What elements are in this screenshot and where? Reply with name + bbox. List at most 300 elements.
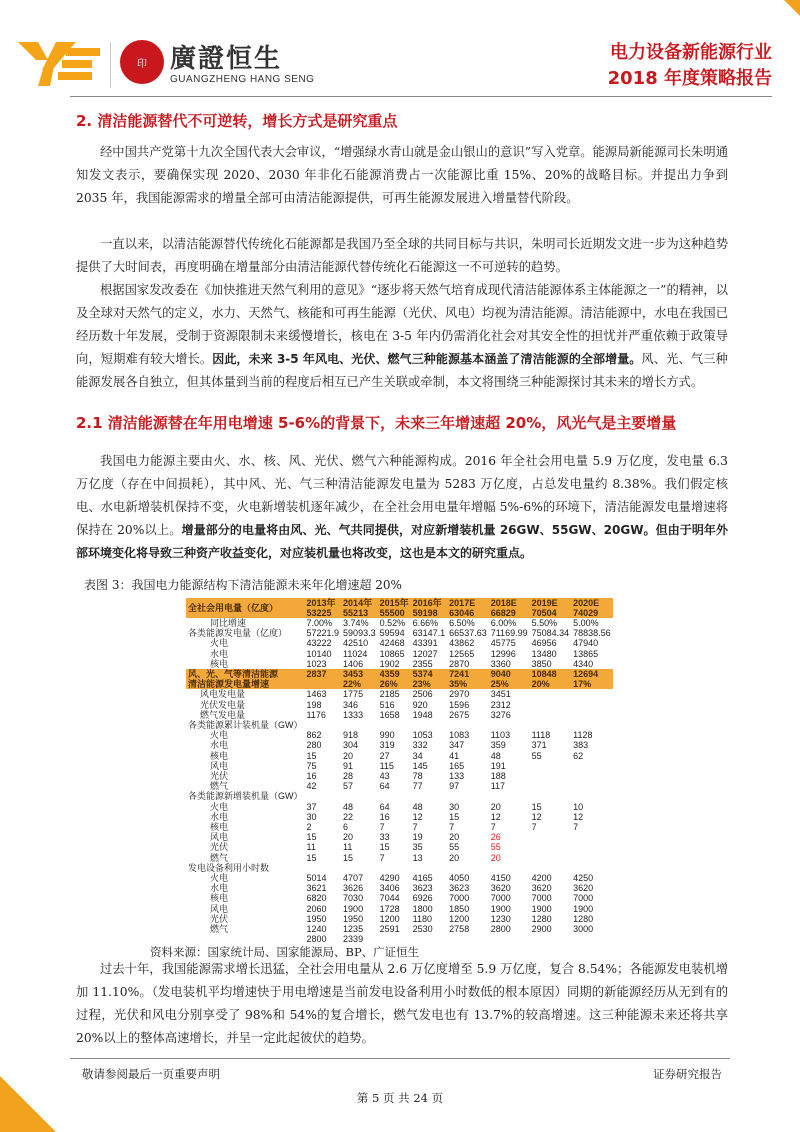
table-cell: 48 (343, 801, 354, 812)
table-cell: 26 (490, 832, 501, 843)
table-cell: 6 (343, 822, 349, 833)
table-cell (530, 832, 572, 842)
table-cell: 4150 (490, 873, 511, 884)
table-cell (571, 761, 613, 771)
row-label: 风电 (210, 903, 229, 914)
table-row (186, 914, 613, 924)
table-cell: 7 (490, 822, 496, 833)
p3-bold: 因此，未来 3-5 年风电、光伏、燃气三种能源基本涵盖了清洁能源的全部增量。 (212, 352, 642, 366)
table-cell: 97 (449, 781, 460, 792)
brand-name-en: GUANGZHENG HANG SENG (170, 74, 315, 85)
table-cell: 20 (490, 801, 501, 812)
row-label: 核电 (210, 893, 229, 904)
table-cell: 862 (306, 730, 322, 741)
table-cell: 2837 (305, 669, 342, 679)
table-row (186, 598, 613, 618)
table-cell: 43391 (412, 638, 438, 649)
table-cell: 7000 (531, 893, 552, 904)
table-row (186, 740, 613, 750)
table-cell: 41 (449, 750, 460, 761)
section-2-1-paragraph-2: 过去十年，我国能源需求增长迅猛，全社会用电量从 2.6 万亿度增至 5.9 万亿度，复合 8.54%；各能源发电装机增加 11.10%。（发电装机平均增速快于用电增速是当前发电设备利用小时数低的根本原因）同期的新能源经历从无到有的过程，光伏和风电分别享受了 98%和 54%的复合增长，燃气发电也有 13.7%的较高增速。这三种能源未来还将共享 20%以上的整体高速增长，并呈一定此起彼伏的趋势。 (76, 962, 728, 1045)
table-cell (571, 700, 613, 710)
table-cell: 55 (531, 750, 542, 761)
section-2-1-heading: 2.1 清洁能源替在年用电增速 5-6%的背景下，未来三年增速超 20%，风光气是主要增量 (76, 414, 677, 432)
table-cell: 71169.99 (490, 628, 528, 639)
table-row (186, 791, 613, 801)
table-cell: 1800 (412, 903, 433, 914)
table-cell (378, 863, 411, 873)
table-cell: 359 (490, 740, 506, 751)
row-label: 燃气 (210, 781, 229, 792)
table-cell: 43 (379, 771, 390, 782)
row-label: 风、光、气等清洁能源 (186, 669, 305, 679)
table-cell: 1240 (306, 924, 327, 935)
table-cell: 22% (341, 679, 378, 689)
table-cell: 3623 (449, 883, 470, 894)
table-cell: 2312 (490, 699, 511, 710)
table-cell (305, 863, 342, 873)
table-cell: 3276 (490, 709, 511, 720)
row-label: 光伏 (210, 913, 229, 924)
table-cell: 62 (573, 750, 584, 761)
table-cell: 13 (412, 852, 423, 863)
table-cell: 64 (379, 781, 390, 792)
table-cell (571, 863, 613, 873)
table-cell: 7 (449, 822, 455, 833)
row-label: 水电 (210, 648, 229, 659)
section-2-paragraph-1: 经中国共产党第十九次全国代表大会审议，“增强绿水青山就是金山银山的意识”写入党章。能源局新能源司长朱明通知发文表示，要确保实现 2020、2030 年非化石能源消费占一次能源比重 15%、20%的战略目标。并提出力争到 2035 年，我国能源需求的增量全部可由清洁能源提供，可再生能源发展进入增量替代阶段。 (76, 145, 728, 205)
row-label: 核电 (210, 822, 229, 833)
table-cell: 1023 (306, 658, 327, 669)
table-row (186, 812, 613, 822)
table-cell: 23% (411, 679, 448, 689)
table-cell: 4359 (378, 669, 411, 679)
row-label: 各类能源累计装机量（GW） (188, 720, 303, 731)
table-cell (530, 761, 572, 771)
table-cell: 55 (449, 842, 460, 853)
table-cell: 6926 (412, 893, 433, 904)
table-cell: 1083 (449, 730, 470, 741)
row-label: 火电 (210, 873, 229, 884)
table-cell: 78838.56 (573, 628, 611, 639)
table-cell: 918 (343, 730, 359, 741)
table-cell (489, 863, 530, 873)
row-label: 各类能源新增装机量（GW） (188, 791, 303, 802)
table-cell: 990 (379, 730, 395, 741)
table-cell: 12 (490, 811, 501, 822)
table-cell: 332 (412, 740, 428, 751)
table-cell: 2185 (379, 689, 400, 700)
table-cell: 2013年 53225 (305, 598, 342, 618)
table-cell: 7 (379, 852, 385, 863)
table-cell: 2870 (449, 658, 470, 669)
table-cell: 12694 (571, 669, 613, 679)
table-cell: 1902 (379, 658, 400, 669)
table-cell: 6.00% (490, 618, 517, 628)
table-cell: 19 (412, 832, 423, 843)
table-cell: 42510 (343, 638, 369, 649)
table-cell: 1053 (412, 730, 433, 741)
table-row (186, 761, 613, 771)
table-cell: 1850 (449, 903, 470, 914)
table-cell: 75084.34 (531, 628, 570, 639)
table-cell: 5.50% (531, 618, 558, 628)
table-cell (489, 720, 530, 730)
table-cell: 43222 (306, 638, 332, 649)
table-cell: 48 (412, 801, 423, 812)
table-cell: 1128 (573, 730, 593, 741)
table-cell: 11024 (343, 648, 368, 659)
table-cell (530, 863, 572, 873)
row-label: 全社会用电量（亿度） (186, 598, 305, 618)
table-cell: 1900 (531, 903, 552, 914)
section-2-1-paragraph-1 (76, 450, 728, 565)
table-cell: 3850 (531, 658, 552, 669)
table-cell (530, 710, 572, 720)
table-row (186, 832, 613, 842)
table-cell: 15 (449, 811, 460, 822)
table-cell: 26% (378, 679, 411, 689)
row-label: 火电 (210, 730, 229, 741)
table-cell: 57 (343, 781, 354, 792)
table-cell (571, 842, 613, 852)
footer-rule (70, 1058, 730, 1059)
table-cell (411, 720, 448, 730)
row-label: 风电发电量 (200, 689, 246, 700)
table-row (186, 659, 613, 669)
table-cell: 4290 (379, 873, 400, 884)
report-title-line1: 电力设备新能源行业 (610, 42, 772, 63)
table-cell: 7030 (343, 893, 364, 904)
row-label: 燃气发电量 (200, 709, 246, 720)
table-cell: 45775 (490, 638, 516, 649)
table-cell: 1406 (343, 658, 364, 669)
table-cell: 46956 (531, 638, 557, 649)
table-cell: 2506 (412, 689, 433, 700)
table-cell: 304 (343, 740, 359, 751)
table-cell: 10848 (530, 669, 572, 679)
table-cell: 2675 (449, 709, 470, 720)
table-cell: 59594 (379, 628, 405, 639)
table-cell: 2018E 66829 (489, 598, 530, 618)
table-cell: 1280 (573, 913, 594, 924)
table-cell (571, 771, 613, 781)
section-2-heading: 2. 清洁能源替代不可逆转，增长方式是研究重点 (76, 112, 398, 130)
table-row (186, 730, 613, 740)
row-label: 火电 (210, 801, 229, 812)
table-cell: 6.66% (412, 618, 439, 628)
table-cell: 7000 (490, 893, 511, 904)
table-cell: 59093.3 (343, 628, 376, 639)
table-row (186, 618, 613, 628)
table-cell: 10865 (379, 648, 405, 659)
table-cell: 3453 (341, 669, 378, 679)
table-cell: 48 (490, 750, 501, 761)
table-cell: 1200 (449, 913, 470, 924)
table-cell: 1235 (343, 924, 364, 935)
table-cell: 7 (412, 822, 418, 833)
table-cell: 42468 (379, 638, 405, 649)
table-cell: 2017E 63046 (447, 598, 489, 618)
p3-text-c: 风、光、气三种能源发展各自独立，但其体量到当前的程度后相互已产生关联或牵制，本文将围绕三种能源探讨其未来的增长方式。 (76, 352, 728, 389)
energy-structure-table (186, 598, 613, 945)
row-label: 水电 (210, 883, 229, 894)
table-cell: 13480 (531, 648, 557, 659)
table-row (186, 842, 613, 852)
table-cell: 191 (490, 760, 506, 771)
table-cell: 1775 (343, 689, 364, 700)
table-cell (447, 863, 489, 873)
table-cell: 1950 (343, 913, 364, 924)
table-cell: 7 (573, 822, 579, 833)
s21-p1-text: 我国电力能源主要由火、水、核、风、光伏、燃气六种能源构成。2016 年全社会用电量 5.9 万亿度，发电量 6.3 万亿度（存在中间损耗），其中风、光、气三种清洁能源发电量为 5283 万亿度，占总发电量约 8.38%。我们假定核电、水电新增装机保持不变，火电新增装机逐年减少，在全社会用电量年增幅 5%-6%的环境下，清洁能源发电量增速将保持在 20%以上。 (76, 454, 728, 537)
table-cell: 7241 (447, 669, 489, 679)
table-cell (447, 720, 489, 730)
table-cell: 1728 (379, 903, 400, 914)
table-row (186, 822, 613, 832)
footer-report-type: 证券研究报告 (653, 1067, 722, 1081)
table-cell: 66537.63 (449, 628, 487, 639)
table-cell: 1900 (343, 903, 364, 914)
table-cell: 1200 (379, 913, 400, 924)
table-cell: 347 (449, 740, 465, 751)
row-label: 核电 (210, 750, 229, 761)
table-cell: 9040 (489, 669, 530, 679)
table-cell: 10140 (306, 648, 332, 659)
table-row (186, 710, 613, 720)
table-cell: 22 (343, 811, 354, 822)
table-cell: 5.00% (573, 618, 599, 628)
table-cell: 30 (306, 811, 317, 822)
table-cell: 4707 (343, 873, 364, 884)
table-cell: 346 (343, 699, 359, 710)
table-cell (571, 689, 613, 699)
table-cell: 11 (306, 842, 316, 853)
table-source: 资料来源：国家统计局、国家能源局、BP、广证恒生 (150, 945, 420, 959)
table-cell (571, 934, 613, 944)
table-cell: 12027 (412, 648, 438, 659)
table-row (186, 689, 613, 699)
table-cell (530, 781, 572, 791)
report-title-line2: 2018 年度策略报告 (607, 68, 772, 89)
table-cell: 12565 (449, 648, 475, 659)
table-row (186, 638, 613, 648)
table-caption: 表图 3：我国电力能源结构下清洁能源未来年化增速超 20% (84, 578, 402, 592)
table-cell: 15 (306, 750, 317, 761)
table-cell (378, 791, 411, 801)
table-cell (530, 700, 572, 710)
table-cell: 1118 (531, 730, 551, 741)
table-cell: 2355 (412, 658, 433, 669)
table-row (186, 802, 613, 812)
table-cell (571, 791, 613, 801)
table-cell: 28 (343, 771, 354, 782)
row-label: 各类能源发电量（亿度） (188, 628, 288, 639)
s21-p1-bold: 增量部分的电量将由风、光、气共同提供，对应新增装机量 26GW、55GW、20GW。但由于明年外部环境变化将导致三种资产收益变化，对应装机量也将改变，这也是本文的研究重点。 (76, 523, 728, 560)
table-cell: 2015年 55500 (379, 598, 409, 618)
table-row (186, 934, 613, 944)
table-cell: 2530 (412, 924, 433, 935)
table-cell (447, 934, 489, 944)
table-cell: 20 (490, 852, 501, 863)
table-cell: 63147.1 (412, 628, 446, 639)
table-cell (305, 720, 342, 730)
table-cell: 115 (379, 760, 394, 771)
table-cell: 12 (412, 811, 423, 822)
table-cell: 12 (531, 811, 542, 822)
table-cell (411, 934, 448, 944)
table-cell: 5374 (411, 669, 448, 679)
table-cell: 2800 (490, 924, 511, 935)
table-row (186, 649, 613, 659)
table-cell: 371 (531, 740, 547, 751)
table-cell: 12 (573, 811, 584, 822)
table-cell (571, 720, 613, 730)
table-cell: 2 (306, 822, 312, 833)
table-cell: 3000 (573, 924, 594, 935)
table-cell: 5014 (306, 873, 327, 884)
row-label: 同比增速 (210, 618, 247, 628)
table-row (186, 679, 613, 689)
row-label: 水电 (210, 811, 229, 822)
table-cell (341, 791, 378, 801)
row-label: 光伏发电量 (200, 699, 246, 710)
table-cell: 2970 (449, 689, 470, 700)
row-label: 燃气 (210, 924, 229, 935)
table-cell: 920 (412, 699, 428, 710)
table-cell: 34 (412, 750, 423, 761)
table-row (186, 628, 613, 638)
table-cell (378, 720, 411, 730)
row-label: 风电 (210, 832, 229, 843)
header-rule (70, 96, 772, 97)
section-2-paragraph-3 (76, 279, 728, 394)
table-cell: 516 (379, 699, 395, 710)
table-cell: 2339 (343, 934, 364, 945)
table-cell: 6.50% (449, 618, 475, 628)
table-cell: 1230 (490, 913, 511, 924)
table-cell: 75 (306, 760, 317, 771)
table-cell: 30 (449, 801, 460, 812)
table-cell: 37 (306, 801, 317, 812)
table-cell: 42 (306, 781, 317, 792)
table-row (186, 781, 613, 791)
table-cell (530, 842, 572, 852)
table-cell: 280 (306, 740, 322, 751)
table-cell: 7 (379, 822, 385, 833)
brand-name: 廣證恒生 (170, 44, 283, 74)
table-cell: 145 (412, 760, 428, 771)
table-cell: 47940 (573, 638, 599, 649)
table-cell: 0.52% (379, 618, 406, 628)
table-cell: 383 (573, 740, 589, 751)
table-cell: 27 (379, 750, 390, 761)
table-cell: 4340 (573, 658, 594, 669)
table-cell: 2019E 70504 (530, 598, 572, 618)
table-cell: 2800 (306, 934, 327, 945)
table-cell: 4250 (573, 873, 594, 884)
table-cell: 55 (490, 842, 501, 853)
table-cell: 2016年 59198 (411, 598, 448, 618)
table-cell: 57221.9 (306, 628, 340, 639)
ye-logo-icon (18, 40, 102, 88)
row-label: 发电设备利用小时数 (188, 862, 270, 873)
table-cell (305, 791, 342, 801)
table-row (186, 669, 613, 679)
table-row (186, 863, 613, 873)
row-label (186, 934, 305, 944)
section-2-paragraph-2: 一直以来，以清洁能源替代传统化石能源都是我国乃至全球的共同目标与共识，朱明司长近期发文进一步为这种趋势提供了大时间表，再度明确在增量部分由清洁能源代替传统化石能源这一不可逆转的趋势。 (76, 237, 728, 274)
table-cell: 3621 (306, 883, 327, 894)
table-cell (530, 720, 572, 730)
table-cell: 1463 (306, 689, 327, 700)
table-row (186, 873, 613, 883)
table-cell: 12996 (490, 648, 516, 659)
table-cell: 4200 (531, 873, 552, 884)
table-cell (411, 791, 448, 801)
table-cell: 20 (343, 832, 354, 843)
table-cell: 91 (343, 760, 354, 771)
table-cell: 20% (530, 679, 572, 689)
table-cell: 198 (306, 699, 322, 710)
top-right-corner-decoration (784, 0, 800, 16)
row-label: 光伏 (210, 842, 229, 853)
table-cell: 2020E 74029 (571, 598, 613, 618)
table-row (186, 924, 613, 934)
table-cell: 3620 (490, 883, 511, 894)
table-cell: 15 (531, 801, 542, 812)
table-cell: 64 (379, 801, 390, 812)
table-cell: 7000 (449, 893, 470, 904)
table-cell: 2014年 55213 (341, 598, 378, 618)
row-label: 火电 (210, 638, 229, 649)
table-cell: 3406 (379, 883, 400, 894)
table-cell: 2900 (531, 924, 552, 935)
table-cell (341, 720, 378, 730)
table-cell (411, 863, 448, 873)
table-row (186, 853, 613, 863)
table-cell: 1900 (490, 903, 511, 914)
table-cell: 117 (490, 781, 506, 792)
table-cell: 1658 (379, 709, 400, 720)
table-cell: 165 (449, 760, 465, 771)
table-row (186, 883, 613, 893)
table-cell (571, 781, 613, 791)
table-cell: 188 (490, 771, 506, 782)
table-cell: 78 (412, 771, 423, 782)
table-cell (571, 832, 613, 842)
table-cell (571, 853, 613, 863)
table-cell: 4050 (449, 873, 470, 884)
table-cell: 15 (379, 842, 390, 853)
table-cell: 11 (343, 842, 353, 853)
table-cell: 13865 (573, 648, 599, 659)
table-cell: 3626 (343, 883, 364, 894)
table-cell: 4165 (412, 873, 433, 884)
table-cell (530, 853, 572, 863)
logo-separator (110, 42, 111, 88)
table-cell: 7000 (573, 893, 594, 904)
table-cell: 6820 (306, 893, 327, 904)
table-cell: 77 (412, 781, 423, 792)
gzhs-seal-icon: 印 (120, 40, 164, 84)
table-cell: 35% (447, 679, 489, 689)
table-cell: 1900 (573, 903, 594, 914)
table-cell: 35 (412, 842, 423, 853)
report-title (608, 40, 772, 92)
table-cell: 7 (531, 822, 537, 833)
table-cell: 2591 (379, 924, 400, 935)
